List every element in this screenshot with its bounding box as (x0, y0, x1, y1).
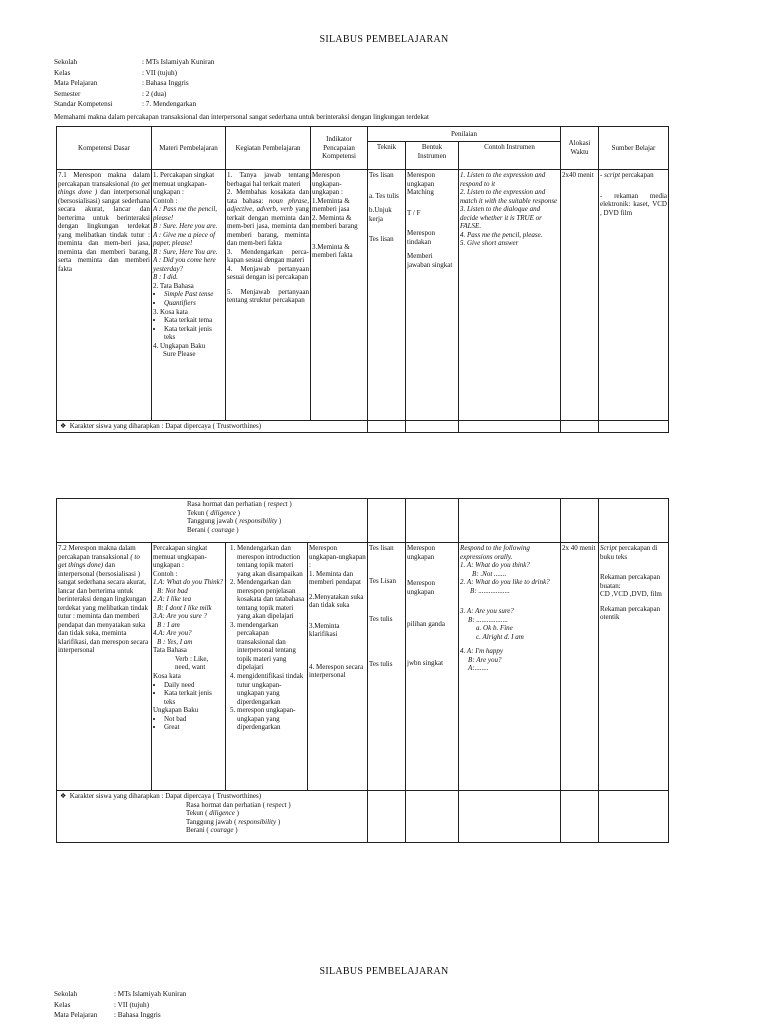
header-sumber: Sumber Belajar (599, 127, 669, 170)
bottom-page-title: SILABUS PEMBELAJARAN (319, 966, 449, 977)
bottom-info-kelas: Kelas : VII (tujuh) (54, 1000, 150, 1009)
info-row-sk: Standar Kompetensi : 7. Mendengarkan (54, 100, 197, 109)
info-row-sekolah: Sekolah : MTs Islamiyah Kuniran (54, 58, 215, 66)
header-kd: Kompetensi Dasar (57, 127, 152, 170)
page-title: SILABUS PEMBELAJARAN (319, 34, 449, 45)
row2-alokasi: 2x 40 menit (561, 543, 599, 791)
row1-kegiatan: 1. Tanya jawab tentang berbagai hal terkait materi 2. Membahas kosakata dan tata bahasa: noun phrase, adjective, adverb, verb yang terkait dengan meminta dan mem-beri jasa, meminta dan memberi barang, meminta dan mem-beri fakta 3. Mendengarkan perca-kapan sesuai dengan materi 4. Menjawab pertanyaan sesuai dengan isi percakapan 5. Menjawab pertanyaan tentang struktur percakapan (226, 170, 311, 421)
karakter-continued: Rasa hormat dan perhatian ( respect ) Tekun ( diligence ) Tanggung jawab ( responsibility ) Berani ( courage ) (57, 499, 368, 543)
bottom-info-mapel: Mata Pelajaran : Bahasa Inggris (54, 1011, 161, 1020)
row2-ungkapan-list: • Not bad • Great (153, 715, 224, 732)
info-row-kelas: Kelas : VII (tujuh) (54, 68, 178, 77)
sk-text: Memahami makna dalam percakapan transaksional dan interpersonal sangat sederhana untuk berinteraksi dengan lingkungan terdekat (54, 113, 429, 121)
row1-contoh: 1. Listen to the expression and respond to it 2. Listen to the expression and match it with the suitable response 3. Listen to the dialoque and decide whether it is TRUE or FALSE. 4. Pass me the pencil, please. 5. Give short answer (459, 170, 561, 421)
header-bentuk: Bentuk Instrumen (406, 142, 459, 170)
header-kegiatan: Kegiatan Pembelajaran (226, 127, 311, 170)
header-teknik: Teknik (368, 142, 406, 170)
row2-kd: 7.2 Merespon makna dalam percakapan transaksional ( to get things done) dan interpersonal (bersosialisasi ) sangat sederhana secara akurat, lancar dan berterima untuk berinteraksi dengan lingkungan terdekat yang melibatkan tindak tutur : meminta dan memberi pendapat dan menyatakan suka dan tidak suka, meminta klarifikasi, dan merespon secara interpersonal (57, 543, 152, 791)
row1-bentuk: Merespon ungkapan Matching T / F Merespon tindakan Memberi jawaban singkat (406, 170, 459, 421)
row2-kegiatan-list: 1. Mendengarkan dan merespon introduction tentang topik materi yang akan disampaikan 2. Mendengarkan dan merespon penjelasan kosakata dan tatabahasa tentang topik materi yang akan dipelajari 3. mendengarkan percakapan transaksional dan interpersonal tentang topik materi yang dipelajari 4. mengidentifikasi tindak tutur ungkapan-ungkapan yang diperdengarkan 5. merespon ungkapan-ungkapan yang diperdengarkan (227, 544, 306, 732)
row1-sumber: - script percakapan - rekaman media elektronik: kaset, VCD , DVD film (599, 170, 669, 421)
info-row-semester: Semester : 2 (dua) (54, 89, 167, 98)
row1-teknik: Tes lisan a. Tes tulis b.Unjuk kerja Tes lisan (368, 170, 406, 421)
header-contoh: Contoh Instrumen (459, 142, 561, 170)
row1-alokasi: 2x40 menit (561, 170, 599, 421)
syllabus-table-1 (56, 126, 669, 433)
row1-materi: 1. Percakapan singkat memuat ungkapan-ungkapan : Contoh : A : Pass me the pencil, please! B : Sure. Here you are. A : Give me a piece of paper, please! B : Sure, Here You are. A : Did you come here yesterday? B : I did. 2. Tata Bahasa • Simple Past tense • Quantifiers 3. Kosa kata • Kata terkait tema • Kata terkait jenis teks 4. Ungkapan Baku Sure Please (152, 170, 226, 421)
row1-tata-list: • Simple Past tense • Quantifiers (153, 290, 224, 307)
header-penilaian: Penilaian (368, 127, 561, 142)
row2-kegiatan (226, 543, 308, 791)
row2-sumber: Script percakapan di buku teks Rekaman percakapan buatan: CD ,VCD ,DVD, film Rekaman percakapan otentik (599, 543, 669, 791)
row2-contoh: Respond to the following expressions orally. 1. A: What do you think? B: .Not ....... 2. A: What do you like to drink? B: .................. 3. A: Are you sure? B: .................. a. Ok b. Fine c. Alright d. I am 4. A: I'm happy B: Are you? A:........ (459, 543, 561, 791)
syllabus-table-2 (56, 498, 669, 843)
header-indikator: Indikator Pencapaian Kompetensi (311, 127, 368, 170)
row1-kosa-list: • Kata terkait tema • Kata terkait jenis teks (153, 316, 224, 342)
row1-kd: 7.1 Merespon makna dalam percakapan transaksional (to get things done ) dan interpersonal (bersosialisasi) sangat sederhana secara akurat, lancar dan berterima untuk berinteraksi dengan lingkungan terdekat yang melibatkan tindak tutur : meminta dan mem-beri jasa, meminta dan memberi barang, serta meminta dan memberi fakta (57, 170, 152, 421)
info-block (54, 58, 354, 111)
header-alokasi: Alokasi Waktu (561, 127, 599, 170)
bottom-info-sekolah: Sekolah : MTs Islamiyah Kuniran (54, 990, 187, 998)
row1-karakter: ❖ Karakter siswa yang diharapkan : Dapat dipercaya ( Trustworthines) (57, 421, 368, 433)
bottom-info-block (54, 990, 354, 1022)
row2-karakter: ❖ Karakter siswa yang diharapkan : Dapat dipercaya ( Trustworthines) Rasa hormat dan perhatian ( respect ) Tekun ( diligence ) Tanggung jawab ( responsibility ) Berani ( courage ) (57, 791, 368, 843)
row2-materi: Percakapan singkat memuat ungkapan-ungkapan : Contoh : 1.A: What do you Think? B: Not bad 2.A: I like tea B: I dont I like milk 3.A: Are you sure ? B : I am 4.A: Are you? B : Yes, I am Tata Bahasa Verb : Like, need, want Kosa kata • Daily need • Kata terkait jenis teks Ungkapan Baku • Not bad • Great (152, 543, 226, 791)
header-materi: Materi Pembelajaran (152, 127, 226, 170)
row2-indikator: Merespon ungkapan-ungkapan : 1. Meminta dan memberi pendapat 2.Menyatakan suka dan tidak suka 3.Meminta klarifikasi 4. Merespon secara interpersonal (308, 543, 368, 791)
row2-kosa-list: • Daily need • Kata terkait jenis teks (153, 681, 224, 707)
row1-indikator: Merespon ungkapan-ungkapan : 1.Meminta & memberi jasa 2. Meminta & memberi barang 3.Meminta & memberi fakta (311, 170, 368, 421)
row2-bentuk: Merespon ungkapan Merespon ungkapan pilihan ganda jwbn singkat (406, 543, 459, 791)
info-row-mapel: Mata Pelajaran : Bahasa Inggris (54, 79, 189, 88)
row2-teknik: Tes lisan Tes Lisan Tes tulis Tes tulis (368, 543, 406, 791)
